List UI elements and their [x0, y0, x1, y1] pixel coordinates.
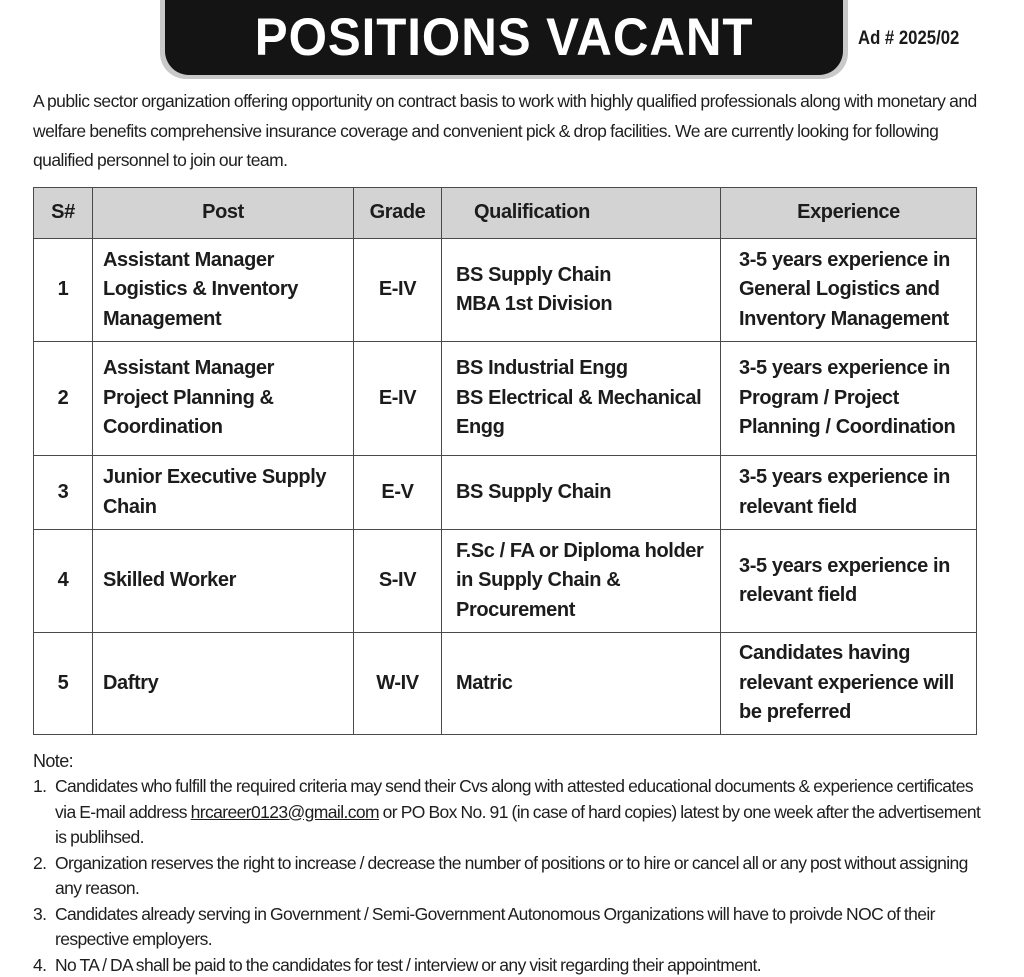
positions-table-container: [33, 187, 976, 735]
ad-number: Ad # 2025/02: [858, 28, 960, 49]
cell-qualification: [442, 456, 721, 530]
intro-paragraph: A public sector organization offering opportunity on contract basis to work with highly qualified professionals along with monetary and welfare benefits comprehensive insurance coverage and convenient pick & drop facilities. We are currently looking for following qualified personnel to join our team.: [33, 91, 977, 170]
post-line: Chain: [103, 495, 157, 518]
column-header-qualification: Qualification: [442, 188, 721, 239]
table-row: [34, 633, 977, 735]
experience-line: Program / Project: [739, 386, 899, 409]
cell-qualification: [442, 530, 721, 633]
qualification-line: BS Supply Chain: [456, 263, 612, 286]
notes-section: [33, 748, 993, 977]
page-title: POSITIONS VACANT: [254, 8, 754, 67]
experience-line: General Logistics and: [739, 278, 940, 301]
experience-line: Inventory Management: [739, 307, 949, 330]
email-link[interactable]: hrcareer0123@gmail.com: [190, 801, 380, 822]
cell-experience: [721, 342, 977, 456]
qualification-line: in Supply Chain &: [456, 569, 621, 592]
cell-grade: S-IV: [354, 530, 442, 633]
qualification-line: BS Electrical & Mechanical: [456, 386, 702, 409]
note-number: 1.: [33, 776, 47, 796]
cell-experience: [721, 456, 977, 530]
qualification-line: F.Sc / FA or Diploma holder: [456, 539, 704, 562]
column-header-grade: Grade: [354, 188, 442, 239]
post-line: Management: [103, 307, 222, 330]
note-text-part: or PO Box No. 91 (in case of hard copies) latest by one week after the advertisement is publihsed.: [55, 801, 981, 847]
cell-experience: [721, 530, 977, 633]
table-row: [34, 239, 977, 342]
experience-line: Candidates having: [739, 642, 911, 665]
qualification-line: MBA 1st Division: [456, 293, 613, 315]
cell-sn: 3: [34, 456, 93, 530]
cell-grade: E-IV: [354, 239, 442, 342]
post-line: Coordination: [103, 416, 223, 439]
table-header-row: [34, 188, 977, 239]
post-line: Logistics & Inventory: [103, 278, 298, 301]
cell-sn: 4: [34, 530, 93, 633]
cell-sn: 2: [34, 342, 93, 456]
note-text: Candidates already serving in Government / Semi-Government Autonomous Organizations will have to proivde NOC of their respective employers.: [55, 903, 935, 949]
note-item-1: [33, 774, 993, 851]
column-header-sn: S#: [34, 188, 93, 239]
post-line: Skilled Worker: [103, 569, 236, 592]
note-number: 2.: [33, 852, 47, 873]
note-item-4: [33, 953, 993, 977]
cell-sn: 1: [34, 239, 93, 342]
experience-line: 3-5 years experience in: [739, 466, 950, 488]
experience-line: 3-5 years experience in: [739, 357, 950, 380]
note-text: [55, 774, 993, 851]
post-line: Assistant Manager: [103, 357, 275, 380]
cell-qualification: [442, 633, 721, 735]
cell-post: [93, 342, 354, 456]
cell-post: [93, 239, 354, 342]
table-row: [34, 530, 977, 633]
table-row: [34, 342, 977, 456]
cell-qualification: [442, 342, 721, 456]
cell-grade: E-IV: [354, 342, 442, 456]
experience-line: 3-5 years experience in: [739, 554, 950, 577]
cell-post: [93, 530, 354, 633]
experience-line: relevant field: [739, 495, 857, 518]
experience-line: 3-5 years experience in: [739, 248, 950, 271]
cell-experience: [721, 239, 977, 342]
post-line: Project Planning &: [103, 386, 274, 409]
notes-heading: Note:: [33, 751, 74, 771]
qualification-line: Matric: [456, 671, 513, 694]
cell-sn: 5: [34, 633, 93, 735]
experience-line: Planning / Coordination: [739, 416, 956, 439]
positions-table: [33, 187, 977, 735]
qualification-line: BS Supply Chain: [456, 480, 612, 503]
table-row: [34, 456, 977, 530]
experience-line: relevant field: [739, 584, 857, 606]
note-item-2: [33, 851, 993, 902]
note-text: No TA / DA shall be paid to the candidates for test / interview or any visit regarding their appointment.: [55, 954, 762, 975]
cell-grade: W-IV: [354, 633, 442, 735]
post-line: Assistant Manager: [103, 248, 275, 271]
cell-post: [93, 456, 354, 530]
note-item-3: [33, 902, 993, 953]
post-line: Junior Executive Supply: [103, 466, 327, 488]
qualification-line: Procurement: [456, 598, 575, 621]
column-header-post: Post: [93, 188, 354, 239]
note-number: 3.: [33, 903, 47, 924]
cell-post: [93, 633, 354, 735]
note-text: Organization reserves the right to increase / decrease the number of positions or to hire or cancel all or any post without assigning any reason.: [55, 852, 968, 898]
cell-qualification: [442, 239, 721, 342]
note-text-part: Candidates who fulfill the required criteria may send their Cvs along with attested educational documents & experience certificates via E-mail address: [55, 776, 973, 822]
title-banner: [165, 0, 843, 75]
note-number: 4.: [33, 954, 47, 975]
cell-grade: E-V: [354, 456, 442, 530]
experience-line: be preferred: [739, 701, 851, 724]
qualification-line: BS Industrial Engg: [456, 357, 628, 380]
experience-line: relevant experience will: [739, 671, 954, 694]
qualification-line: Engg: [456, 416, 505, 439]
column-header-experience: Experience: [721, 188, 977, 239]
post-line: Daftry: [103, 671, 159, 694]
cell-experience: [721, 633, 977, 735]
